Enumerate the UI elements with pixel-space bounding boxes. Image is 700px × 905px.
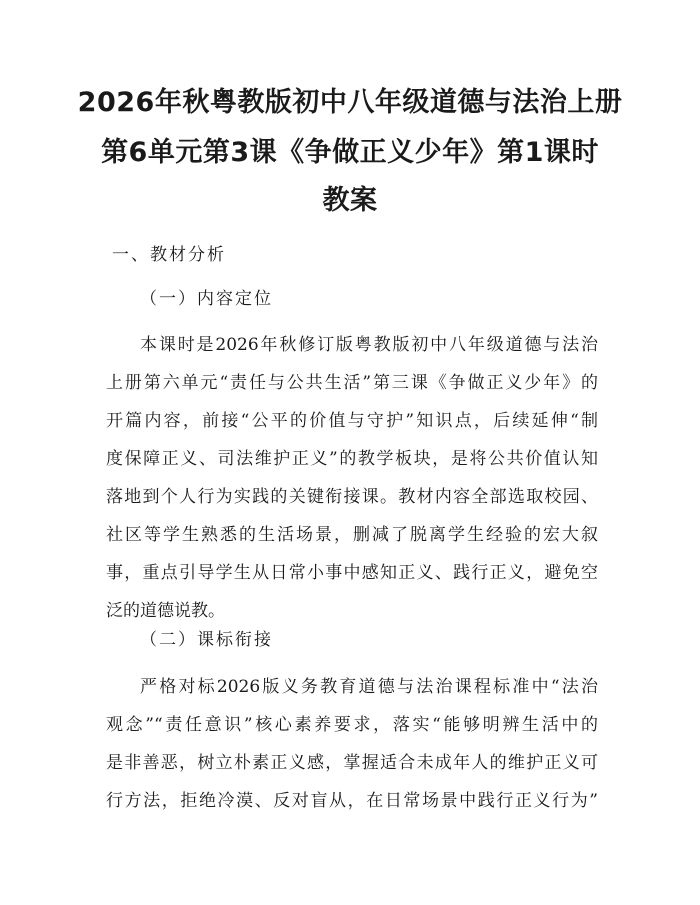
paragraph-line: 事，重点引导学生从日常小事中感知正义、践行正义，避免空 [106,563,598,583]
paragraph-line: 上册第六单元“责任与公共生活”第三课《争做正义少年》的 [106,373,598,393]
document-title-line-1: 2026年秋粤教版初中八年级道德与法治上册 [77,87,623,118]
paragraph-line: 社区等学生熟悉的生活场景，删减了脱离学生经验的宏大叙 [106,525,598,545]
paragraph-line: 落地到个人行为实践的关键衔接课。教材内容全部选取校园、 [106,487,598,507]
document-title-line-2: 第6单元第3课《争做正义少年》第1课时 [101,137,599,168]
subsection-heading-content-positioning: （一）内容定位 [140,289,273,309]
paragraph-line: 泛的道德说教。 [106,601,225,621]
document-title-line-3: 教案 [322,185,378,216]
paragraph-line: 行方法，拒绝冷漠、反对盲从，在日常场景中践行正义行为” [106,791,598,811]
paragraph-line: 度保障正义、司法维护正义”的教学板块，是将公共价值认知 [106,449,598,469]
paragraph-line: 是非善恶，树立朴素正义感，掌握适合未成年人的维护正义可 [106,753,598,773]
paragraph-line: 开篇内容，前接“公平的价值与守护”知识点，后续延伸“制 [106,411,598,431]
subsection-heading-curriculum-alignment: （二）课标衔接 [140,630,273,650]
paragraph-line: 严格对标2026版义务教育道德与法治课程标准中“法治 [140,677,598,697]
section-heading-textbook-analysis: 一、教材分析 [112,245,226,265]
paragraph-line: 观念”“责任意识”核心素养要求，落实“能够明辨生活中的 [106,715,598,735]
paragraph-line: 本课时是2026年秋修订版粤教版初中八年级道德与法治 [140,335,598,355]
